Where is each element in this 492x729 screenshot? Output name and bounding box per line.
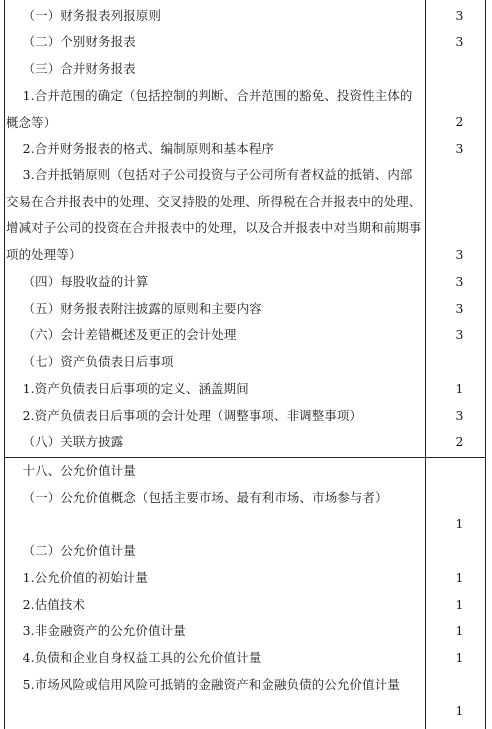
item-text: （五）财务报表附注披露的原则和主要内容: [6, 301, 262, 316]
item-text: 1.资产负债表日后事项的定义、涵盖期间: [6, 381, 249, 396]
table-row: [4, 672, 486, 725]
table-row: [4, 592, 486, 618]
item-text: 2.合并财务报表的格式、编制原则和基本程序: [6, 141, 275, 156]
item-text: （一）财务报表列报原则: [6, 8, 162, 23]
item-text: （二）个别财务报表: [6, 34, 136, 49]
item-level: 3: [455, 274, 464, 289]
item-level: 3: [455, 327, 464, 342]
item-level: 2: [455, 434, 464, 449]
item-level: 1: [455, 516, 464, 531]
syllabus-table: [4, 0, 486, 729]
table-row: [4, 83, 486, 136]
section-heading: 十八、公允价值计量: [6, 463, 136, 478]
item-text: 1.公允价值的初始计量: [6, 570, 149, 585]
item-text: 3.合并抵销原则（包括对子公司投资与子公司所有者权益的抵销、内部交易在合并报表中的处理、交叉持股的处理、所得税在合并报表中的处理、增减对子公司的投资在合并报表中的处理，以及合并报表中对当期和前期事项的处理等）: [6, 167, 422, 262]
item-level: 1: [455, 650, 464, 665]
item-level: 3: [455, 408, 464, 423]
table-row: [4, 322, 486, 348]
item-text: （二）公允价值计量: [6, 543, 136, 558]
item-text: 3.非金融资产的公允价值计量: [6, 623, 186, 638]
item-text: （三）合并财务报表: [6, 61, 136, 76]
item-level: 1: [455, 623, 464, 638]
table-row: [4, 458, 486, 484]
item-level: 3: [455, 301, 464, 316]
table-row: [4, 618, 486, 644]
item-text: 2.资产负债表日后事项的会计处理（调整事项、非调整事项）: [6, 408, 363, 423]
item-level: 3: [455, 141, 464, 156]
item-level: 2: [455, 114, 464, 129]
item-level: 1: [455, 570, 464, 585]
table-row: [4, 29, 486, 55]
table-row: [4, 485, 486, 538]
item-level: 1: [455, 381, 464, 396]
item-level: 1: [455, 703, 464, 718]
table-row: [4, 645, 486, 671]
item-level: 3: [455, 34, 464, 49]
table-row: [4, 429, 486, 455]
item-text: （八）关联方披露: [6, 434, 124, 449]
table-row: [4, 349, 486, 375]
table-row: [4, 538, 486, 564]
item-level: 3: [455, 8, 464, 23]
table-row: [4, 296, 486, 322]
item-text: （一）公允价值概念（包括主要市场、最有利市场、市场参与者）: [6, 490, 388, 505]
item-text: （七）资产负债表日后事项: [6, 354, 174, 369]
item-level: 3: [455, 247, 464, 262]
table-row: [4, 403, 486, 429]
item-text: 4.负债和企业自身权益工具的公允价值计量: [6, 650, 262, 665]
table-row: [4, 3, 486, 29]
table-row: [4, 162, 486, 268]
table-row: [4, 269, 486, 295]
table-row: [4, 376, 486, 402]
item-text: 5.市场风险或信用风险可抵销的金融资产和金融负债的公允价值计量: [6, 677, 400, 692]
item-text: 2.估值技术: [6, 597, 86, 612]
table-row: [4, 565, 486, 591]
table-row: [4, 136, 486, 162]
item-text: （六）会计差错概述及更正的会计处理: [6, 327, 237, 342]
table-row: [4, 56, 486, 82]
item-text: （四）每股收益的计算: [6, 274, 149, 289]
item-level: 1: [455, 597, 464, 612]
item-text: 1.合并范围的确定（包括控制的判断、合并范围的豁免、投资性主体的概念等）: [6, 88, 413, 130]
